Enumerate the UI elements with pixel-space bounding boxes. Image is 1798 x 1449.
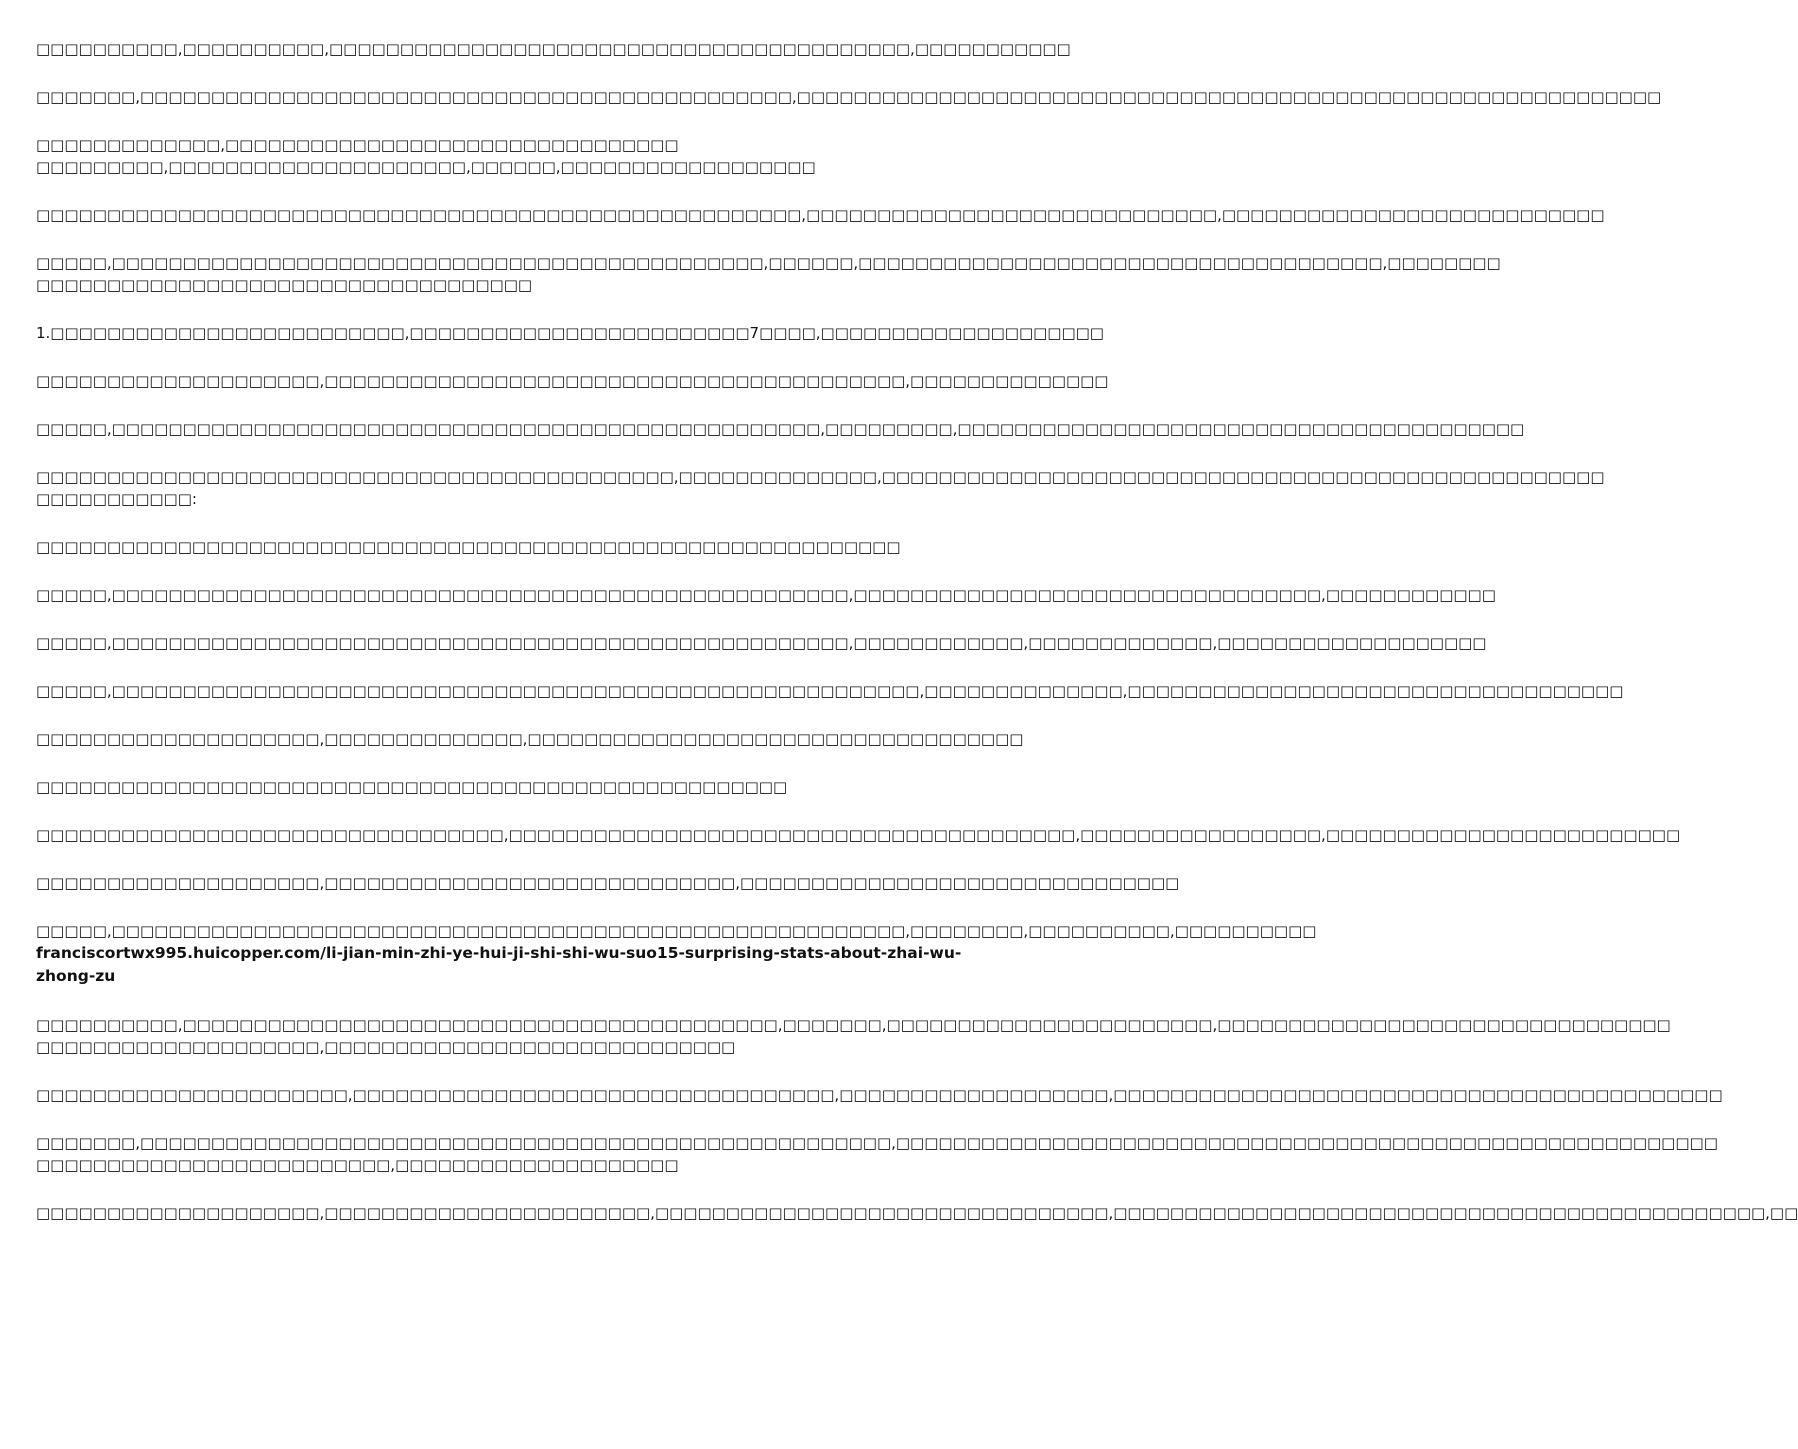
paragraph [36,728,1024,750]
paragraph [36,1014,1671,1058]
paragraph [36,536,990,558]
paragraph [36,920,1317,988]
text-line: □□□□□□□□□□,□□□□□□□□□□□□□□□□□□□□□□□□□□□□□□□□□□□□□□□□□□,□□□□□□□,□□□□□□□□□□□□□□□□□□□□□□□,□□□□□□□□□□□□□□□□□□□□□□□□□□□□□□□□ [36,1016,1671,1034]
text-line: □□□□□□□□□□□□□□□□□□□□□□□□□□□□□□□□□□□□□□□□□□□□□□□□□□□□□□□□□□□□□ [36,538,901,556]
text-line: □□□□□,□□□□□□□□□□□□□□□□□□□□□□□□□□□□□□□□□□□□□□□□□□□□□□□□□□□□,□□□□□□□□□□□□,□□□□□□□□□□□□□,□□□□□□□□□□□□□□□□□□□ [36,634,1487,652]
paragraph [36,1132,1718,1176]
text-line: □□□□□□□□□□□□□□□□□□□□□□,□□□□□□□□□□□□□□□□□□□□□□□□□□□□□□□□□□,□□□□□□□□□□□□□□□□□□□,□□□□□□□□□□□□□□□□□□□□□□□□□□□□□□□□□□□□□□□□□□□ [36,1086,1723,1104]
paragraph [36,204,1605,226]
paragraph [36,584,1496,606]
paragraph [36,86,1662,108]
paragraph [36,134,990,178]
paragraph [36,872,1180,894]
text-line: □□□□□□□□□□□□□□□□□□□□□□□□□□□□□□□□□□□□□□□□□□□□□□□□□□□□□□,□□□□□□□□□□□□□□□□□□□□□□□□□□□□□,□□□□□□□□□□□□□□□□□□□□□□□□□□□ [36,206,1605,224]
paragraph [36,252,1501,296]
text-line: □□□□□□□□□□□□□,□□□□□□□□□□□□□□□□□□□□□□□□□□□□□□□□ [36,136,679,154]
paragraph [36,632,1487,654]
text-line: □□□□□,□□□□□□□□□□□□□□□□□□□□□□□□□□□□□□□□□□□□□□□□□□□□□□□□□□,□□□□□□□□□,□□□□□□□□□□□□□□□□□□□□□□□□□□□□□□□□□□□□□□□□ [36,420,1525,438]
paragraph [36,1202,1798,1224]
paragraph [36,680,1624,702]
text-line: □□□□□□□□□□□□□□□□□□□□□□□□□,□□□□□□□□□□□□□□□□□□□□ [36,1156,679,1174]
text-line: □□□□□□□□□□□□□□□□□□□□,□□□□□□□□□□□□□□□□□□□□□□□□□□□□□,□□□□□□□□□□□□□□□□□□□□□□□□□□□□□□□ [36,874,1180,892]
paragraph [36,418,1525,440]
article-link[interactable]: franciscortwx995.huicopper.com/li-jian-min-zhi-ye-hui-ji-shi-shi-wu-suo15-surprising-stats-about-zhai-wu-zhong-zu [36,944,962,985]
paragraph [36,322,1104,344]
text-line: □□□□□□□□□□□□□□□□□□□□,□□□□□□□□□□□□□□□□□□□□□□□,□□□□□□□□□□□□□□□□□□□□□□□□□□□□□□□□,□□□□□□□□□□□□□□□□□□□□□□□□□□□□□□□□□□□□□□□□□□□□□□,□□ [36,1204,1798,1222]
text-line: □□□□□□□□□□□□□□□□□□□□□□□□□□□□□□□□□□□□□□□□□□□□□,□□□□□□□□□□□□□□,□□□□□□□□□□□□□□□□□□□□□□□□□□□□□□□□□□□□□□□□□□□□□□□□□□□ [36,468,1605,486]
text-line: □□□□□□□□□□□□□□□□□□□□□□□□□□□□□□□□□□□ [36,276,533,294]
text-line: □□□□□□□□□□□□□□□□□□□□,□□□□□□□□□□□□□□□□□□□□□□□□□□□□□□□□□□□□□□□□□,□□□□□□□□□□□□□□ [36,372,1109,390]
text-line: □□□□□□□□□,□□□□□□□□□□□□□□□□□□□□□,□□□□□□,□□□□□□□□□□□□□□□□□□ [36,158,816,176]
paragraph [36,38,1071,60]
text-line: □□□□□□□□□□□□□□□□□□□□,□□□□□□□□□□□□□□,□□□□□□□□□□□□□□□□□□□□□□□□□□□□□□□□□□□ [36,730,1024,748]
text-line: □□□□□□□,□□□□□□□□□□□□□□□□□□□□□□□□□□□□□□□□□□□□□□□□□□□□□□□□□□□□□,□□□□□□□□□□□□□□□□□□□□□□□□□□□□□□□□□□□□□□□□□□□□□□□□□□□□□□□□□□ [36,1134,1718,1152]
text-line: □□□□□,□□□□□□□□□□□□□□□□□□□□□□□□□□□□□□□□□□□□□□□□□□□□□□,□□□□□□,□□□□□□□□□□□□□□□□□□□□□□□□□□□□□□□□□□□□□,□□□□□□□□ [36,254,1501,272]
paragraph [36,776,990,798]
paragraph [36,1084,1723,1106]
paragraph [36,370,1109,392]
text-line: □□□□□,□□□□□□□□□□□□□□□□□□□□□□□□□□□□□□□□□□□□□□□□□□□□□□□□□□□□,□□□□□□□□□□□□□□□□□□□□□□□□□□□□□□□□□,□□□□□□□□□□□□ [36,586,1496,604]
text-line: □□□□□□□,□□□□□□□□□□□□□□□□□□□□□□□□□□□□□□□□□□□□□□□□□□□□□□,□□□□□□□□□□□□□□□□□□□□□□□□□□□□□□□□□□□□□□□□□□□□□□□□□□□□□□□□□□□□□ [36,88,1662,106]
text-line: □□□□□□□□□□□□□□□□□□□□□□□□□□□□□□□□□,□□□□□□□□□□□□□□□□□□□□□□□□□□□□□□□□□□□□□□□□,□□□□□□□□□□□□□□□□□,□□□□□□□□□□□□□□□□□□□□□□□□□ [36,826,1681,844]
paragraph [36,466,1605,510]
text-line: □□□□□□□□□□□□□□□□□□□□,□□□□□□□□□□□□□□□□□□□□□□□□□□□□□ [36,1038,736,1056]
text-line: □□□□□□□□□□,□□□□□□□□□□,□□□□□□□□□□□□□□□□□□□□□□□□□□□□□□□□□□□□□□□□□,□□□□□□□□□□□ [36,40,1071,58]
text-line: □□□□□□□□□□□: [36,490,197,508]
paragraph [36,824,1681,846]
document-body [36,38,1798,1250]
text-line: □□□□□□□□□□□□□□□□□□□□□□□□□□□□□□□□□□□□□□□□□□□□□□□□□□□□□ [36,778,788,796]
text-line: 1.□□□□□□□□□□□□□□□□□□□□□□□□□,□□□□□□□□□□□□□□□□□□□□□□□□7□□□□,□□□□□□□□□□□□□□□□□□□□ [36,324,1104,342]
text-line: □□□□□,□□□□□□□□□□□□□□□□□□□□□□□□□□□□□□□□□□□□□□□□□□□□□□□□□□□□□□□□□,□□□□□□□□□□□□□□,□□□□□□□□□□□□□□□□□□□□□□□□□□□□□□□□□□□ [36,682,1624,700]
text-line: □□□□□,□□□□□□□□□□□□□□□□□□□□□□□□□□□□□□□□□□□□□□□□□□□□□□□□□□□□□□□□,□□□□□□□□,□□□□□□□□□□,□□□□□□□□□□ [36,922,1317,940]
